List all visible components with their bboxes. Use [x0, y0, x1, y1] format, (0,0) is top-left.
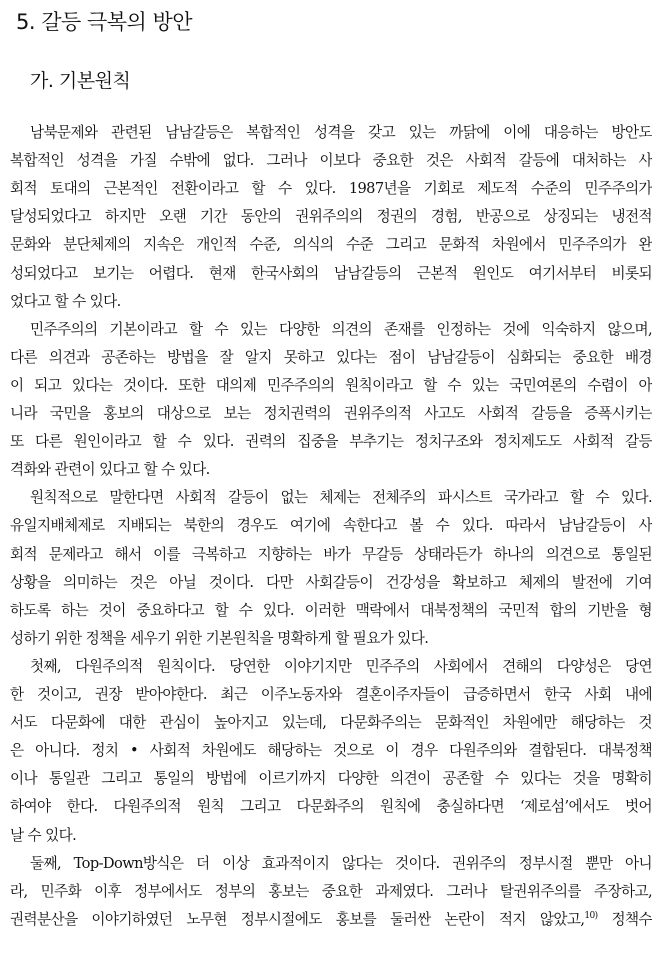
text-line — [30, 653, 652, 681]
text-line-content: 성하기 위한 정책을 세우기 위한 기본원칙을 명확하게 할 필요가 있다. — [10, 629, 429, 647]
text-line-content: 라, 민주화 이후 정부에서도 정부의 홍보는 중요한 과제였다. 그러나 탈권위주의를 주장하고, — [10, 882, 652, 900]
text-line — [10, 372, 652, 400]
text-line — [10, 906, 652, 934]
text-line — [30, 316, 652, 344]
text-line-content: 둘째, Top-Down방식은 더 이상 효과적이지 않다는 것이다. 권위주의 정부시절 뿐만 아니 — [30, 854, 652, 872]
text-line-content: 격화와 관련이 있다고 할 수 있다. — [10, 461, 210, 479]
text-line-content: 민주주의의 기본이라고 할 수 있는 다양한 의견의 존재를 인정하는 것에 익숙하지 않으며, — [30, 320, 652, 338]
text-line-content: 첫째, 다원주의적 원칙이다. 당연한 이야기지만 민주주의 사회에서 견해의 다양성은 당연 — [30, 657, 652, 675]
text-line-content: 달성되었다고 하지만 오랜 기간 동안의 권위주의의 정권의 경험, 반공으로 상징되는 냉전적 — [10, 208, 652, 226]
text-line — [10, 737, 652, 765]
text-line — [10, 231, 652, 259]
text-line — [10, 400, 652, 428]
text-line — [10, 175, 652, 203]
text-line-tail: 정책수 — [597, 910, 652, 928]
text-line — [30, 484, 652, 512]
text-line — [10, 512, 652, 540]
text-line-content: 원칙적으로 말한다면 사회적 갈등이 없는 체제는 전체주의 파시스트 국가라고 할 수 있다. — [30, 489, 652, 507]
text-line-content: 또 다른 원인이라고 할 수 있다. 권력의 집중을 부추기는 정치구조와 정치제도도 사회적 갈등 — [10, 433, 652, 451]
text-line — [10, 428, 652, 456]
text-line-content: 은 아니다. 정치 • 사회적 차원에도 해당하는 것으로 이 경우 다원주의와 결합된다. 대북정책 — [10, 742, 652, 760]
text-line — [10, 597, 652, 625]
text-line-content: 하여야 한다. 다원주의적 원칙 그리고 다문화주의 원칙에 충실하다면 ‘제로섬’에서도 벗어 — [10, 798, 652, 816]
text-line-content: 이나 통일관 그리고 통일의 방법에 이르기까지 다양한 의견이 공존할 수 있다는 것을 명확히 — [10, 770, 652, 788]
text-line-content: 다른 의견과 공존하는 방법을 잘 알지 못하고 있다는 점이 남남갈등이 심화되는 중요한 배경 — [10, 348, 652, 366]
text-line-content: 복합적인 성격을 가질 수밖에 없다. 그러나 이보다 중요한 것은 사회적 갈등에 대처하는 사 — [10, 152, 652, 170]
text-line-content: 날 수 있다. — [10, 826, 77, 844]
text-line-content: 권력분산을 이야기하였던 노무현 정부시절에도 홍보를 둘러싼 논란이 적지 않았고, — [10, 910, 585, 928]
text-line — [10, 203, 652, 231]
text-line-content: 회적 토대의 근본적인 전환이라고 할 수 있다. 1987년을 기회로 제도적 수준의 민주주의가 — [10, 180, 652, 198]
text-line-content: 회적 문제라고 해서 이를 극복하고 지향하는 바가 무갈등 상태라든가 하나의 의견으로 통일된 — [10, 545, 652, 563]
text-line-content: 한 것이고, 권장 받아야한다. 최근 이주노동자와 결혼이주자들이 급증하면서 한국 사회 내에 — [10, 686, 652, 703]
text-line-content: 유일지배체제로 지배되는 북한의 경우도 여기에 속한다고 볼 수 있다. 따라서 남남갈등이 사 — [10, 517, 652, 535]
text-line — [10, 147, 652, 175]
text-line — [10, 765, 652, 793]
section-title: 5. 갈등 극복의 방안 — [16, 10, 193, 34]
text-line-content: 성되었다고 보기는 어렵다. 현재 한국사회의 남남갈등의 근본적 원인도 여기서부터 비롯되 — [10, 264, 652, 282]
text-line — [10, 793, 652, 821]
subsection-title: 가. 기본원칙 — [30, 70, 131, 92]
text-line — [10, 822, 652, 850]
text-line-content: 이 되고 있다는 것이다. 또한 대의제 민주주의의 원칙이라고 할 수 있는 국민여론의 수렴이 아 — [10, 376, 652, 394]
text-line-content: 문화와 분단체제의 지속은 개인적 수준, 의식의 수준 그리고 문화적 차원에서 민주주의가 완 — [10, 236, 652, 254]
text-line — [10, 260, 652, 288]
text-line — [10, 625, 652, 653]
text-line — [10, 344, 652, 372]
text-line-content: 하도록 하는 것이 중요하다고 할 수 있다. 이러한 맥락에서 대북정책의 국민적 합의 기반을 형 — [10, 601, 652, 619]
text-line — [10, 541, 652, 569]
text-line — [10, 288, 652, 316]
text-line-content: 니라 국민을 홍보의 대상으로 보는 정치권력의 권위주의적 사고도 사회적 갈등을 증폭시키는 — [10, 405, 652, 422]
text-line — [10, 681, 652, 709]
text-line — [10, 709, 652, 737]
text-line-content: 서도 다문화에 대한 관심이 높아지고 있는데, 다문화주의는 문화적인 차원에만 해당하는 것 — [10, 714, 652, 732]
text-line — [10, 878, 652, 906]
text-line — [30, 850, 652, 878]
text-line — [10, 569, 652, 597]
text-line — [30, 119, 652, 147]
text-line-content: 상황을 의미하는 것은 아닐 것이다. 다만 사회갈등이 건강성을 확보하고 체제의 발전에 기여 — [10, 573, 652, 591]
text-line-content: 었다고 할 수 있다. — [10, 292, 121, 310]
text-line-content: 남북문제와 관련된 남남갈등은 복합적인 성격을 갖고 있는 까닭에 이에 대응하는 방안도 — [30, 124, 652, 141]
footnote-marker: 10) — [584, 910, 598, 921]
text-line — [10, 456, 652, 484]
